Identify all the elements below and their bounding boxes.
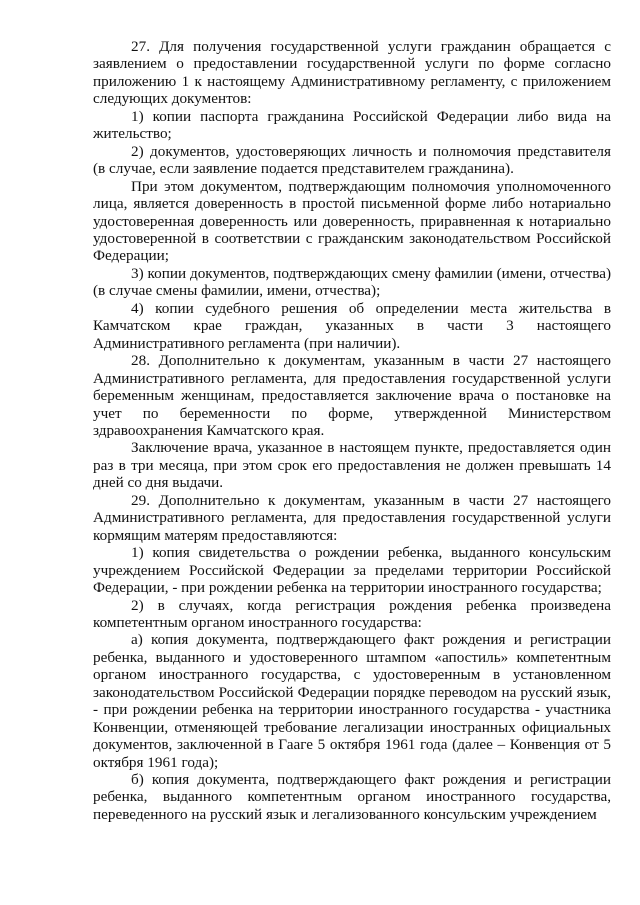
- paragraph-27-item-4: 4) копии судебного решения об определении места жительства в Камчатском крае граждан, указанных в части 3 настоящего Административного регламента (при наличии).: [93, 299, 611, 352]
- document-page: [93, 38, 611, 823]
- paragraph-29-item-2a: а) копия документа, подтверждающего факт рождения и регистрации ребенка, выданного и удостоверенного штампом «апостиль» компетентным органом иностранного государства, с удостоверенным в установленном законодательством Российской Федерации порядке переводом на русский язык, - при рождении ребенка на территории иностранного государства - участника Конвенции, отменяющей требование легализации иностранных официальных документов, заключенной в Гааге 5 октября 1961 года (далее – Конвенция от 5 октября 1961 года);: [93, 631, 611, 771]
- paragraph-27-item-2: 2) документов, удостоверяющих личность и полномочия представителя (в случае, если заявление подается представителем гражданина).: [93, 142, 611, 178]
- paragraph-29-item-2b: б) копия документа, подтверждающего факт рождения и регистрации ребенка, выданного компетентным органом иностранного государства, переведенного на русский язык и легализованного консульским учреждением: [93, 771, 611, 823]
- paragraph-29-item-1: 1) копия свидетельства о рождении ребенка, выданного консульским учреждением Российской Федерации за пределами территории Российской Федерации, - при рождении ребенка на территории иностранного государства;: [93, 544, 611, 597]
- paragraph-27: 27. Для получения государственной услуги гражданин обращается с заявлением о предоставлении государственной услуги по форме согласно приложению 1 к настоящему Административному регламенту, с приложением следующих документов:: [93, 38, 611, 108]
- paragraph-29: 29. Дополнительно к документам, указанным в части 27 настоящего Административного регламента, для предоставления государственной услуги кормящим матерям предоставляются:: [93, 491, 611, 544]
- paragraph-27-item-3: 3) копии документов, подтверждающих смену фамилии (имени, отчества) (в случае смены фамилии, имени, отчества);: [93, 264, 611, 300]
- paragraph-29-item-2: 2) в случаях, когда регистрация рождения ребенка произведена компетентным органом иностранного государства:: [93, 596, 611, 631]
- paragraph-28: 28. Дополнительно к документам, указанным в части 27 настоящего Административного регламента, для предоставления государственной услуги беременным женщинам, предоставляется заключение врача о постановке на учет по беременности по форме, утвержденной Министерством здравоохранения Камчатского края.: [93, 352, 611, 439]
- paragraph-28-note: Заключение врача, указанное в настоящем пункте, предоставляется один раз в три месяца, при этом срок его предоставления не должен превышать 14 дней со дня выдачи.: [93, 439, 611, 492]
- paragraph-27-note: При этом документом, подтверждающим полномочия уполномоченного лица, является доверенность в простой письменной форме либо нотариально удостоверенная доверенность или доверенность, приравненная к нотариально удостоверенной в соответствии с гражданским законодательством Российской Федерации;: [93, 177, 611, 265]
- paragraph-27-item-1: 1) копии паспорта гражданина Российской Федерации либо вида на жительство;: [93, 107, 611, 143]
